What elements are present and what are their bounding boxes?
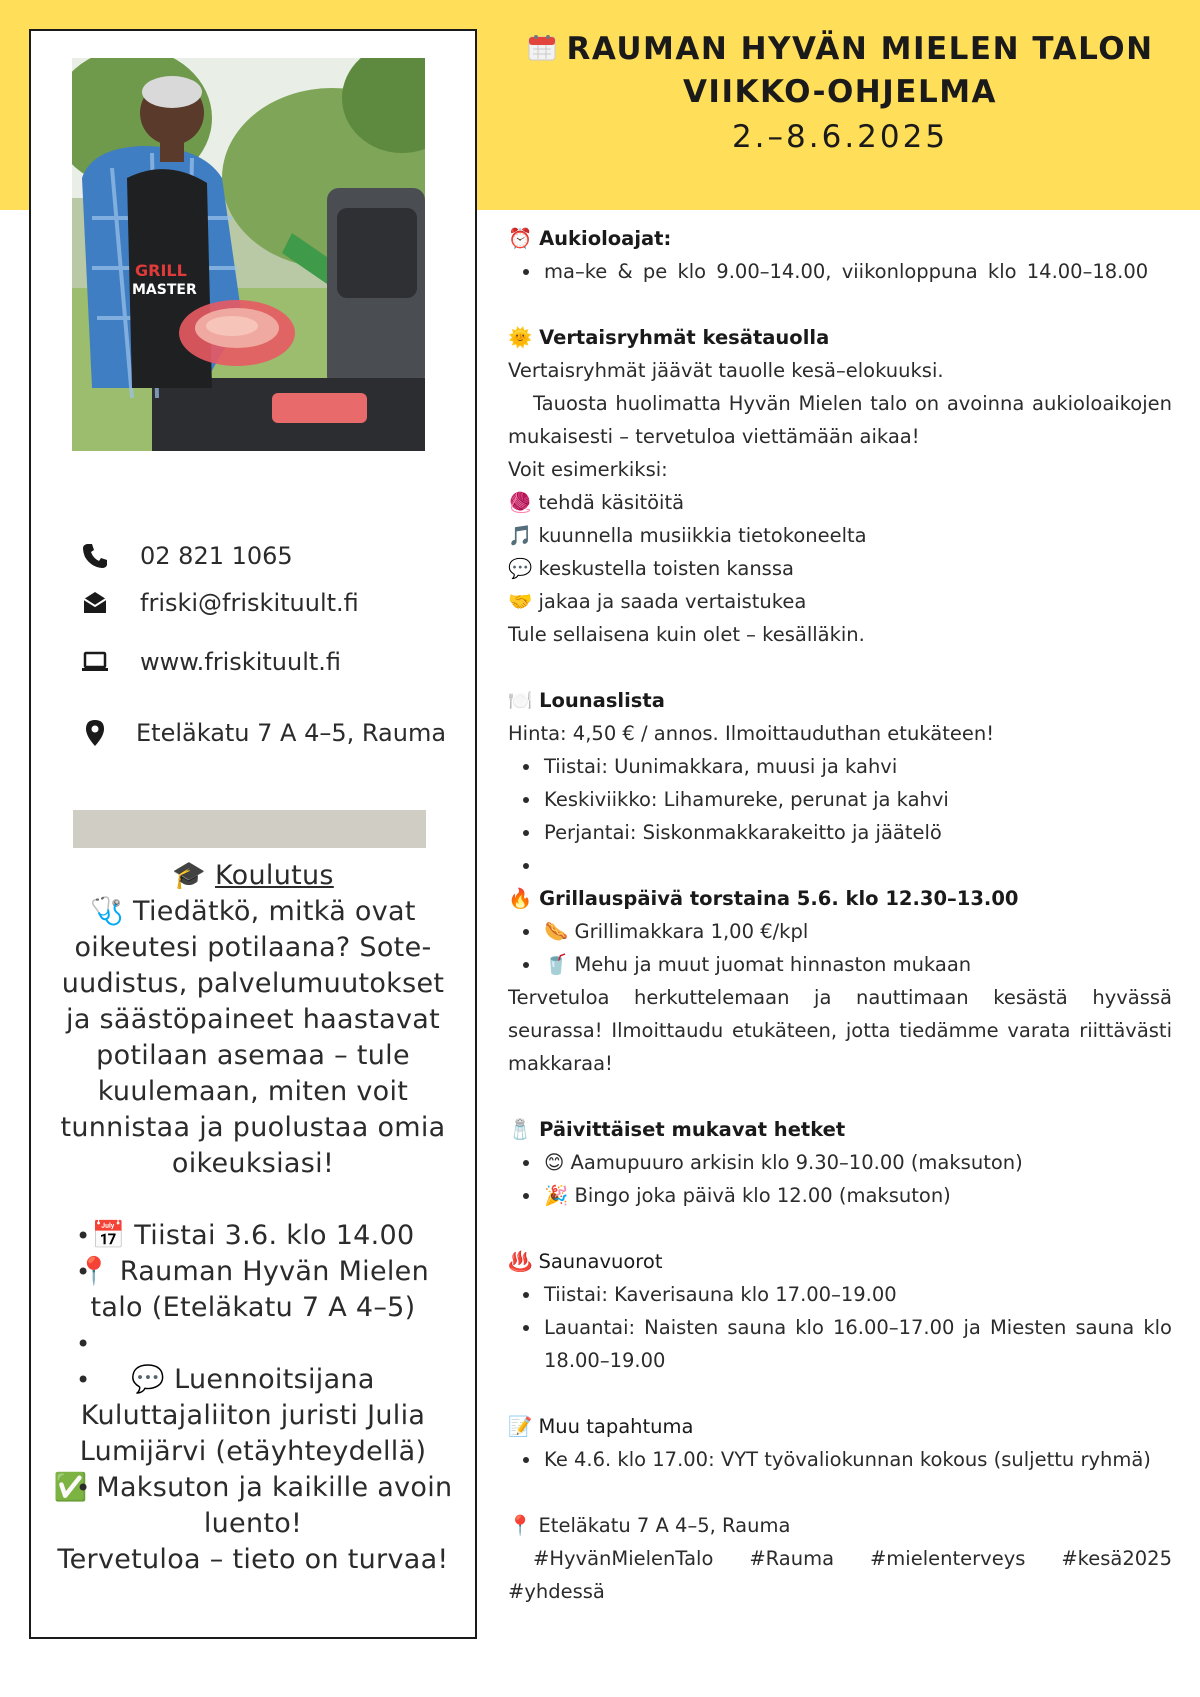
contact-email <box>80 588 359 618</box>
calendar-icon <box>526 31 558 63</box>
grill-item: • 🥤 Mehu ja muut juomat hinnaston mukaan <box>542 948 1172 981</box>
grill-list <box>508 915 1172 981</box>
website-link[interactable]: www.friskituult.fi <box>140 648 342 676</box>
daily-item: • 😊 Aamupuuro arkisin klo 9.30–10.00 (maksuton) <box>542 1146 1172 1179</box>
program-column <box>508 222 1172 1608</box>
lunch-item-empty <box>542 849 1172 882</box>
lunch-heading: 🍽️ Lounaslista <box>508 689 665 712</box>
lunch-item: • Keskiviikko: Lihamureke, perunat ja kahvi <box>542 783 1172 816</box>
contact-phone <box>80 541 293 571</box>
footer-address: 📍 Eteläkatu 7 A 4–5, Rauma <box>508 1514 791 1537</box>
course-list <box>48 1218 458 1542</box>
daily-heading: 🧂 Päivittäiset mukavat hetket <box>508 1118 846 1141</box>
contact-website <box>80 647 341 677</box>
hours-heading: ⏰ Aukioloajat: <box>508 227 672 250</box>
peer-activity: 🎵 kuunnella musiikkia tietokoneelta <box>508 524 867 547</box>
envelope-icon <box>80 588 110 618</box>
course-intro: 🩺 Tiedätkö, mitkä ovat oikeutesi potilaana? Sote-uudistus, palvelumuutokset ja säästöpaineet haastavat potilaan asemaa – tule kuulemaan, miten voit tunnistaa ja puolustaa omia oikeuksiasi! <box>60 896 446 1179</box>
daily-item: • 🎉 Bingo joka päivä klo 12.00 (maksuton) <box>542 1179 1172 1212</box>
laptop-icon <box>80 647 110 677</box>
daily-list <box>508 1146 1172 1212</box>
course-item: • 💬 Luennoitsijana Kuluttajaliiton juristi Julia Lumijärvi (etäyhteydellä) <box>48 1362 458 1470</box>
email-address[interactable]: friski@friskituult.fi <box>140 589 359 617</box>
course-item: • ✅ Maksuton ja kaikille avoin luento! <box>48 1470 458 1542</box>
title-line-1 <box>480 28 1200 71</box>
peer-activity: 🤝 jakaa ja saada vertaistukea <box>508 590 807 613</box>
grill-item: • 🌭 Grillimakkara 1,00 €/kpl <box>542 915 1172 948</box>
grill-heading: 🔥 Grillauspäivä torstaina 5.6. klo 12.30–13.00 <box>508 887 1019 910</box>
course-outro: Tervetuloa – tieto on turvaa! <box>57 1544 449 1575</box>
other-item: • Ke 4.6. klo 17.00: VYT työvaliokunnan kokous (suljettu ryhmä) <box>542 1443 1172 1476</box>
course-item: • 📍 Rauman Hyvän Mielen talo (Eteläkatu 7 A 4–5) <box>48 1254 458 1326</box>
grill-text: Tervetuloa herkuttelemaan ja nauttimaan kesästä hyvässä seurassa! Ilmoittaudu etukäteen, jotta tiedämme varata riittävästi makkaraa! <box>508 986 1172 1075</box>
peer-activity: 🧶 tehdä käsitöitä <box>508 491 685 514</box>
course-item-empty <box>48 1326 458 1362</box>
course-section <box>48 858 458 1578</box>
contact-address <box>80 718 446 748</box>
lunch-item: • Tiistai: Uunimakkara, muusi ja kahvi <box>542 750 1172 783</box>
date-range: 2.–8.6.2025 <box>731 119 949 155</box>
hours-list <box>508 255 1172 288</box>
address-text: Eteläkatu 7 A 4–5, Rauma <box>136 719 447 747</box>
title-text-1: RAUMAN HYVÄN MIELEN TALON <box>566 31 1154 67</box>
sauna-item: • Tiistai: Kaverisauna klo 17.00–19.00 <box>542 1278 1172 1311</box>
phone-icon <box>80 541 110 571</box>
sauna-heading: ♨️ Saunavuorot <box>508 1250 663 1273</box>
lunch-item: • Perjantai: Siskonmakkarakeitto ja jäätelö <box>542 816 1172 849</box>
apron-text-grill: GRILL <box>135 261 187 280</box>
peer-heading: 🌞 Vertaisryhmät kesätauolla <box>508 326 830 349</box>
course-heading <box>48 858 458 894</box>
apron-text-master: MASTER <box>132 282 197 298</box>
location-pin-icon <box>80 718 110 748</box>
peer-line-1: Vertaisryhmät jäävät tauolle kesä–elokuuksi. <box>508 359 944 382</box>
peer-line-2: Tauosta huolimatta Hyvän Mielen talo on avoinna aukioloaikojen mukaisesti – tervetuloa viettämään aikaa! <box>508 392 1172 448</box>
other-list <box>508 1443 1172 1476</box>
hours-item: • ma–ke & pe klo 9.00–14.00, viikonloppuna klo 14.00–18.00 <box>542 255 1172 288</box>
page-title <box>480 28 1200 160</box>
lunch-list <box>508 750 1172 882</box>
sauna-list <box>508 1278 1172 1377</box>
grill-master-photo <box>72 58 425 451</box>
course-title: Koulutus <box>215 860 334 891</box>
title-line-2: VIIKKO-OHJELMA <box>682 74 998 110</box>
peer-outro: Tule sellaisena kuin olet – kesälläkin. <box>508 623 865 646</box>
graduation-cap-icon: 🎓 <box>172 860 207 891</box>
sauna-item: • Lauantai: Naisten sauna klo 16.00–17.00 ja Miesten sauna klo 18.00–19.00 <box>542 1311 1172 1377</box>
other-heading: 📝 Muu tapahtuma <box>508 1415 694 1438</box>
divider-bar <box>73 810 426 848</box>
phone-number[interactable]: 02 821 1065 <box>140 542 293 570</box>
peer-line-3: Voit esimerkiksi: <box>508 458 668 481</box>
peer-activity: 💬 keskustella toisten kanssa <box>508 557 794 580</box>
footer-hashtags: #HyvänMielenTalo #Rauma #mielenterveys #kesä2025 #yhdessä <box>508 1547 1172 1603</box>
lunch-price: Hinta: 4,50 € / annos. Ilmoittauduthan etukäteen! <box>508 722 995 745</box>
course-item: • 📅 Tiistai 3.6. klo 14.00 <box>48 1218 458 1254</box>
